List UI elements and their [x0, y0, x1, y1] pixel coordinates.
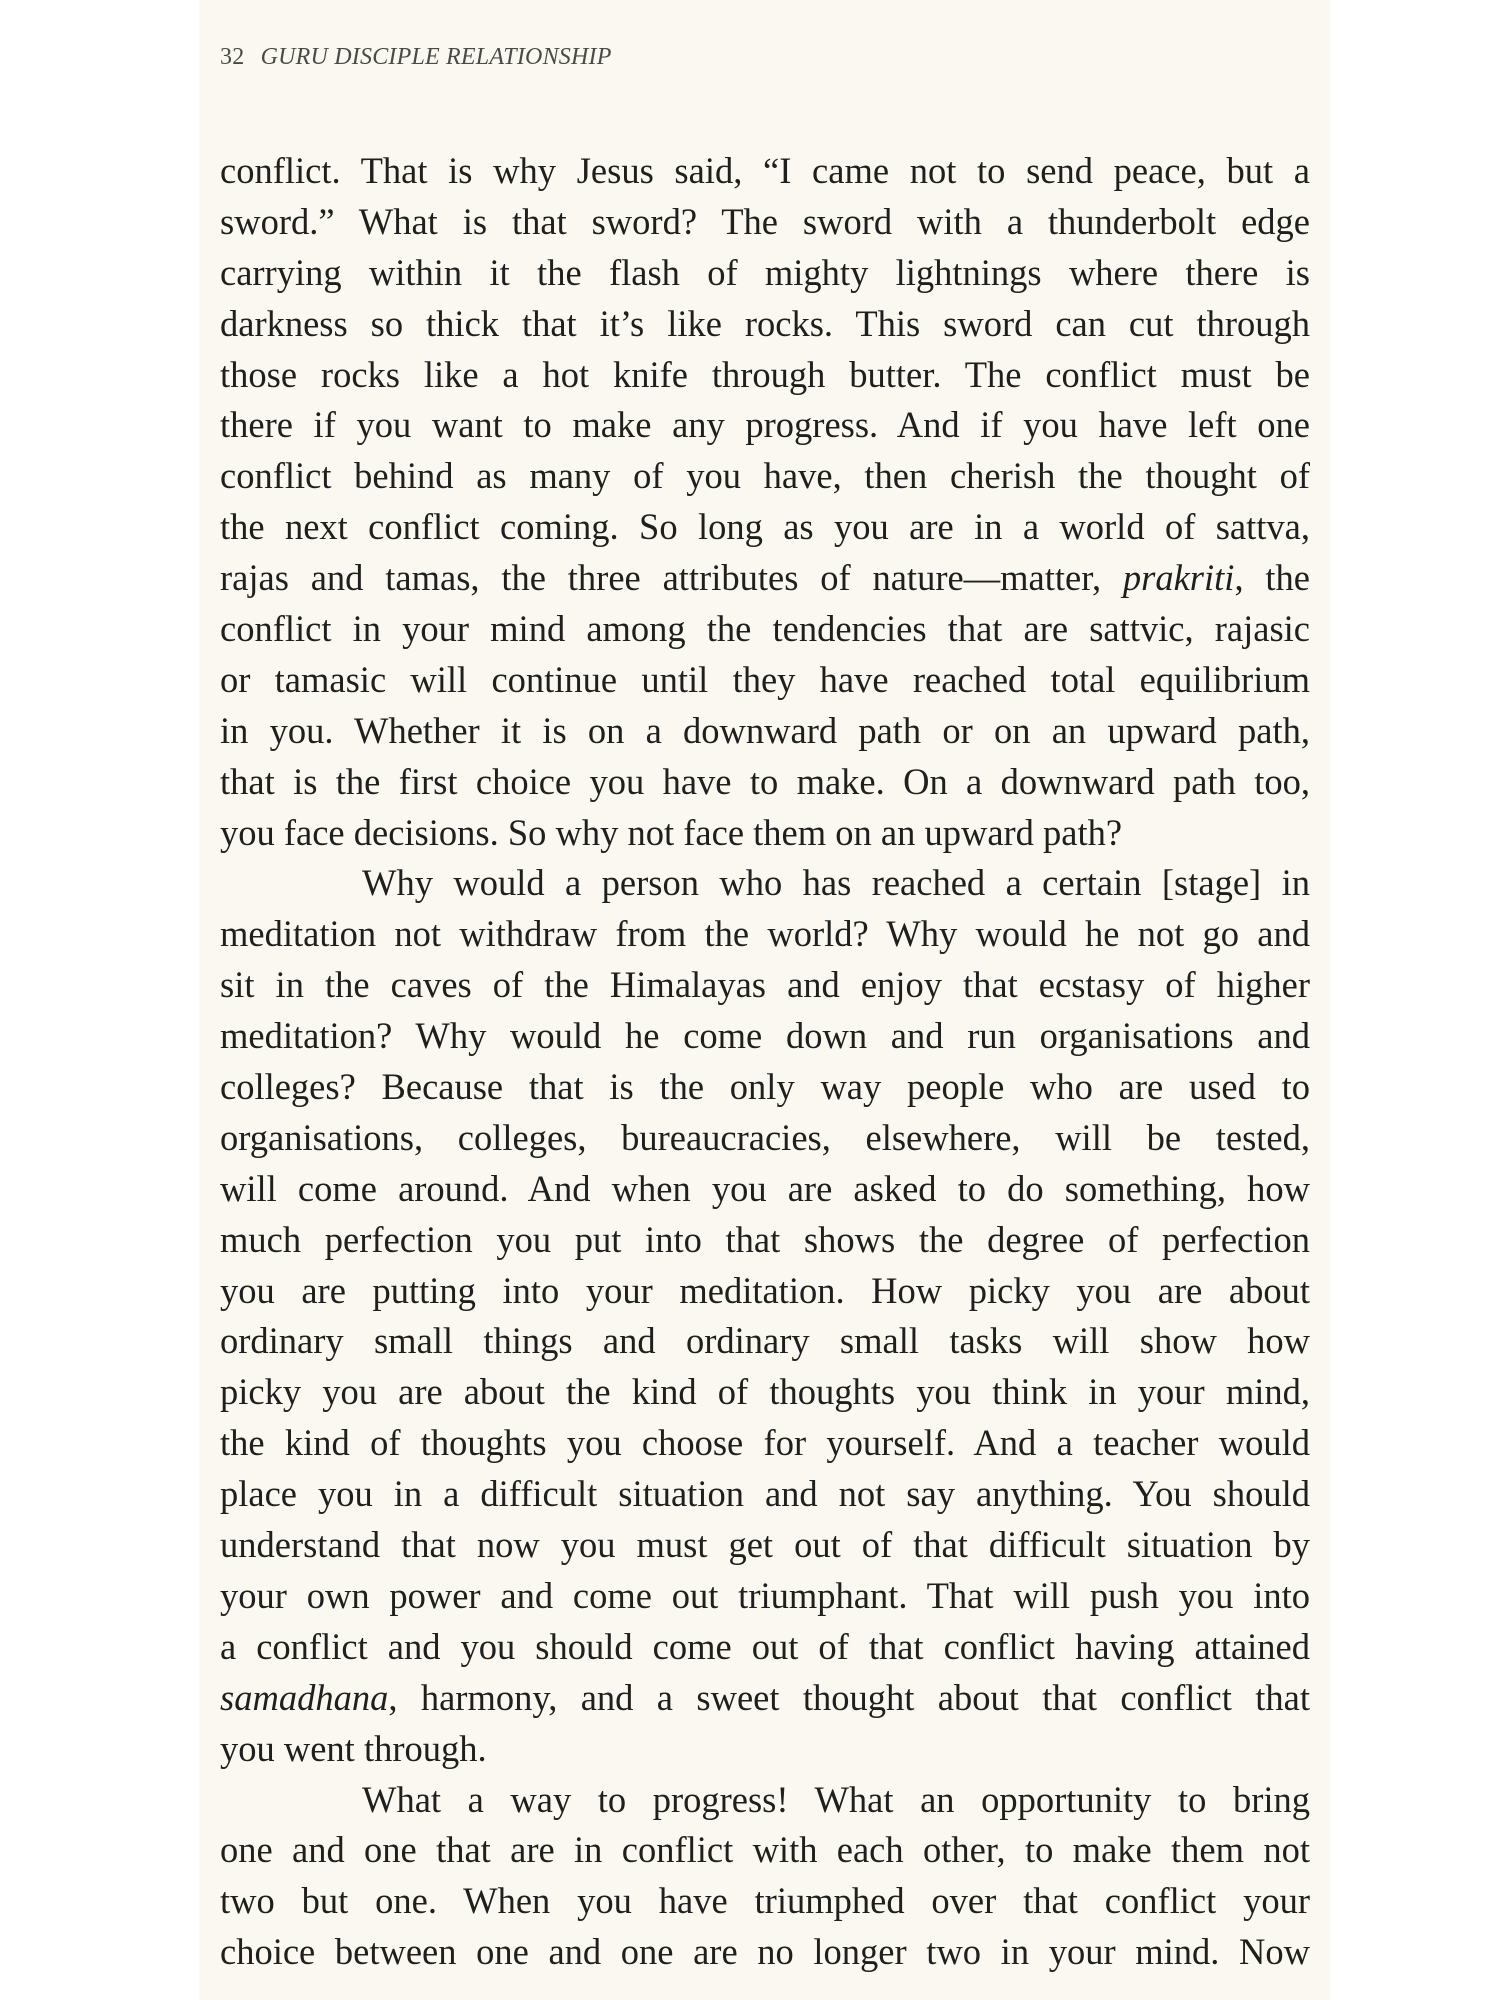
- text-line: picky you are about the kind of thoughts you think in your mind,: [220, 1371, 1310, 1413]
- text-line: you face decisions. So why not face them on an upward path?: [220, 811, 1123, 853]
- italic-term: prakriti: [1122, 557, 1235, 599]
- text-line: those rocks like a hot knife through butter. The conflict must be: [220, 353, 1310, 395]
- page-number: 32: [220, 44, 245, 70]
- text-line: in you. Whether it is on a downward path or on an upward path,: [220, 709, 1310, 751]
- text-line: conflict in your mind among the tendencies that are sattvic, rajasic: [220, 608, 1310, 650]
- text-line: one and one that are in conflict with each other, to make them not: [220, 1829, 1310, 1871]
- text-line: two but one. When you have triumphed over that conflict your: [220, 1880, 1310, 1922]
- text-line: or tamasic will continue until they have reached total equilibrium: [220, 658, 1310, 700]
- italic-term: samadhana: [220, 1676, 389, 1718]
- text-line: a conflict and you should come out of that conflict having attained: [220, 1625, 1310, 1667]
- text-line: that is the first choice you have to make. On a downward path too,: [220, 760, 1310, 802]
- text-line: sit in the caves of the Himalayas and enjoy that ecstasy of higher: [220, 964, 1310, 1006]
- text-line: conflict. That is why Jesus said, “I came not to send peace, but a: [220, 150, 1310, 191]
- running-title: GURU DISCIPLE RELATIONSHIP: [260, 44, 612, 70]
- text-line: you are putting into your meditation. How picky you are about: [220, 1269, 1310, 1311]
- text-line: ordinary small things and ordinary small tasks will show how: [220, 1320, 1310, 1362]
- text-line: carrying within it the flash of mighty lightnings where there is: [220, 251, 1310, 293]
- text-line: conflict behind as many of you have, then cherish the thought of: [220, 455, 1310, 497]
- text-line: will come around. And when you are asked to do something, how: [220, 1167, 1310, 1209]
- book-page: [200, 0, 1330, 2000]
- running-head: [220, 44, 612, 71]
- text-line: colleges? Because that is the only way people who are used to: [220, 1066, 1310, 1108]
- text-line: choice between one and one are no longer two in your mind. Now: [220, 1931, 1310, 1973]
- text-line: the kind of thoughts you choose for yourself. And a teacher would: [220, 1422, 1310, 1464]
- text-line: understand that now you must get out of that difficult situation by: [220, 1524, 1310, 1566]
- text-line: much perfection you put into that shows the degree of perfection: [220, 1218, 1310, 1260]
- text-line: organisations, colleges, bureaucracies, elsewhere, will be tested,: [220, 1116, 1310, 1158]
- text-line: meditation? Why would he come down and run organisations and: [220, 1015, 1310, 1057]
- text-line: you went through.: [220, 1727, 487, 1769]
- line-text-segment: , the: [1234, 557, 1310, 599]
- text-line: place you in a difficult situation and not say anything. You should: [220, 1473, 1310, 1515]
- text-line: [220, 553, 1310, 604]
- text-line: Why would a person who has reached a certain [stage] in: [362, 862, 1310, 904]
- text-line: there if you want to make any progress. And if you have left one: [220, 404, 1310, 446]
- body-text: [220, 146, 1310, 1978]
- line-text-segment: rajas and tamas, the three attributes of nature—matter,: [220, 557, 1123, 599]
- text-line: What a way to progress! What an opportunity to bring: [362, 1778, 1310, 1820]
- text-line: darkness so thick that it’s like rocks. This sword can cut through: [220, 302, 1310, 344]
- text-line: sword.” What is that sword? The sword with a thunderbolt edge: [220, 200, 1310, 242]
- text-line: meditation not withdraw from the world? Why would he not go and: [220, 913, 1310, 955]
- text-line: [220, 1673, 1310, 1724]
- text-line: the next conflict coming. So long as you are in a world of sattva,: [220, 506, 1310, 548]
- line-text-segment: , harmony, and a sweet thought about that conflict that: [388, 1676, 1310, 1718]
- text-line: your own power and come out triumphant. That will push you into: [220, 1574, 1310, 1616]
